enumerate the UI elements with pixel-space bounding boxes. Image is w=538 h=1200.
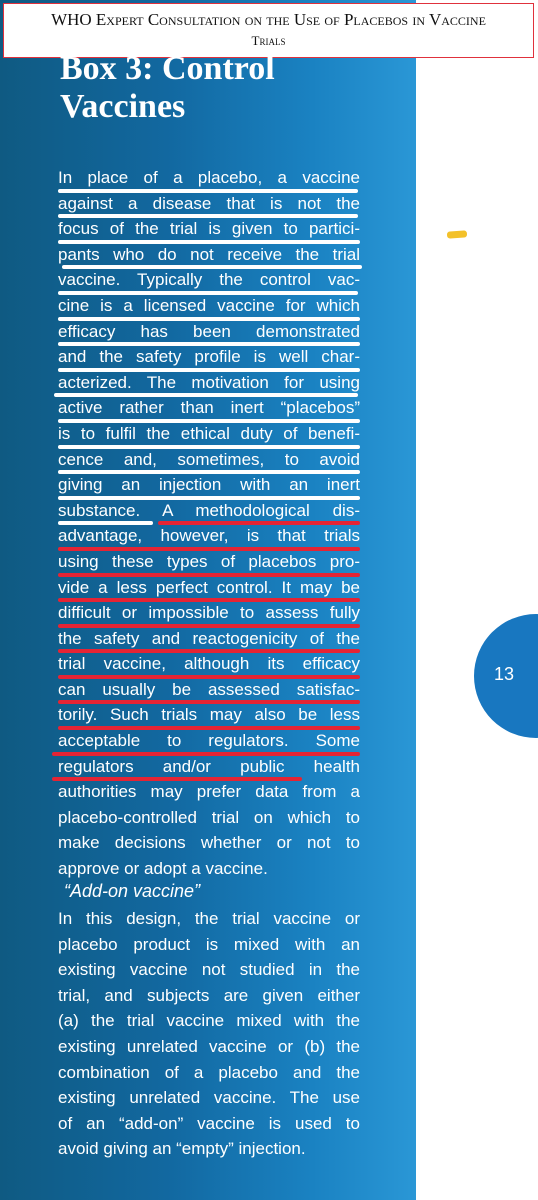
text-line-content: In place of a placebo, a vaccine — [58, 168, 360, 187]
highlighter-mark — [447, 230, 467, 238]
text-line — [58, 651, 360, 677]
text-line — [58, 677, 360, 703]
text-line-content: efficacy has been demonstrated — [58, 321, 360, 341]
text-line — [58, 932, 360, 958]
text-line-content: and the safety profile is well char- — [58, 347, 360, 367]
text-line-content: active rather than inert “placebos” — [58, 398, 360, 418]
text-line — [58, 523, 360, 549]
box-title-line-2: Vaccines — [60, 88, 186, 125]
subheading-add-on-vaccine: “Add-on vaccine” — [64, 881, 201, 901]
text-line — [58, 242, 360, 268]
text-line — [58, 779, 360, 805]
text-line-content: vaccine. Typically the control vac- — [58, 270, 360, 290]
text-line-content: In this design, the trial vaccine or — [58, 909, 360, 928]
text-line-content: placebo-controlled trial on which to — [58, 807, 360, 827]
text-line-content: combination of a placebo and the — [58, 1062, 360, 1082]
text-line — [58, 856, 360, 882]
text-line-content: pants who do not receive the trial — [58, 244, 360, 264]
text-line — [58, 216, 360, 242]
paragraph-control-vaccines — [58, 165, 360, 882]
text-line-content: can usually be assessed satisfac- — [58, 679, 360, 699]
text-line — [58, 1008, 360, 1034]
text-line — [58, 370, 360, 396]
text-line-content: substance. A methodological dis- — [58, 500, 360, 520]
text-line-content: (a) the trial vaccine mixed with the — [58, 1011, 360, 1031]
text-line — [58, 830, 360, 856]
text-line-content: difficult or impossible to assess fully — [58, 603, 360, 623]
text-line-content: torily. Such trials may also be less — [58, 705, 360, 725]
text-line — [58, 498, 360, 524]
text-line — [58, 447, 360, 473]
text-line — [58, 1060, 360, 1086]
text-line-content: advantage, however, is that trials — [58, 526, 360, 546]
text-line — [58, 1111, 360, 1137]
text-line-content: giving an injection with an inert — [58, 475, 360, 495]
text-line-content: authorities may prefer data from a — [58, 782, 360, 802]
text-line — [58, 549, 360, 575]
text-line — [58, 754, 360, 780]
text-line — [58, 293, 360, 319]
text-line — [58, 165, 360, 191]
text-line-content: existing vaccine not studied in the — [58, 960, 360, 980]
text-line-content: cine is a licensed vaccine for which — [58, 295, 360, 315]
text-line — [58, 191, 360, 217]
text-line-content: existing unrelated vaccine. The use — [58, 1088, 360, 1108]
text-line-content: the safety and reactogenicity of the — [58, 628, 360, 648]
header-title-line-1: WHO Expert Consultation on the Use of Placebos in Vaccine — [51, 10, 486, 29]
text-line-content: placebo product is mixed with an — [58, 934, 360, 954]
text-line-content: avoid giving an “empty” injection. — [58, 1139, 306, 1159]
text-line — [58, 957, 360, 983]
text-line-content: acterized. The motivation for using — [58, 372, 360, 392]
text-line-content: using these types of placebos pro- — [58, 551, 360, 571]
text-line-content: regulators and/or public health — [58, 756, 360, 776]
text-line-content: focus of the trial is given to partici- — [58, 219, 360, 239]
text-line-content: trial vaccine, although its efficacy — [58, 654, 360, 674]
text-line-content: is to fulfil the ethical duty of benefi- — [58, 423, 360, 443]
text-line — [58, 319, 360, 345]
text-line-content: trial, and subjects are given either — [58, 985, 360, 1005]
text-line-content: make decisions whether or not to — [58, 833, 360, 853]
text-line — [58, 344, 360, 370]
text-line — [58, 1136, 360, 1162]
text-line-content: approve or adopt a vaccine. — [58, 859, 268, 879]
text-line — [58, 702, 360, 728]
text-line — [58, 805, 360, 831]
text-line-content: acceptable to regulators. Some — [58, 731, 360, 751]
text-line — [58, 421, 360, 447]
text-line-content: existing unrelated vaccine or (b) the — [58, 1036, 360, 1056]
text-line — [58, 267, 360, 293]
text-line — [58, 575, 360, 601]
text-line-content: against a disease that is not the — [58, 193, 360, 213]
text-line — [58, 728, 360, 754]
box-title-line-1: Box 3: Control — [60, 50, 275, 87]
text-line — [58, 600, 360, 626]
text-line — [58, 983, 360, 1009]
text-line — [58, 1034, 360, 1060]
text-line — [58, 1085, 360, 1111]
text-line — [58, 395, 360, 421]
text-line — [58, 906, 360, 932]
page-number: 13 — [494, 664, 515, 684]
text-line — [58, 626, 360, 652]
paragraph-add-on-vaccine — [58, 906, 360, 1162]
box-title — [60, 50, 390, 126]
text-line — [58, 472, 360, 498]
text-line-content: cence and, sometimes, to avoid — [58, 449, 360, 469]
header-title-line-2: Trials — [251, 33, 286, 48]
text-line-content: vide a less perfect control. It may be — [58, 577, 360, 597]
text-line-content: of an “add-on” vaccine is used to — [58, 1113, 360, 1133]
